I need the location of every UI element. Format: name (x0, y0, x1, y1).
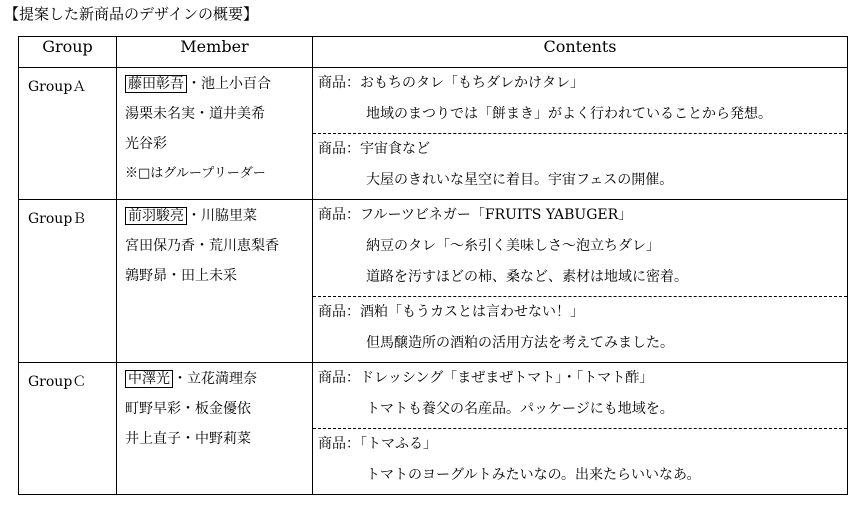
contents-cell (313, 200, 848, 363)
table-row-group-a (19, 68, 848, 200)
group-leader: 藤田彰吾 (125, 75, 187, 93)
member-line (125, 368, 312, 398)
product-description: 納豆のタレ「～糸引く美味しさ～泡立ちダレ」 (366, 238, 660, 254)
header-contents: Contents (313, 37, 848, 68)
member-line: 鶉野昴・田上未采 (125, 268, 237, 284)
product-description: トマトのヨーグルトみたいなの。出来たらいいなあ。 (366, 467, 701, 483)
header-member: Member (117, 37, 313, 68)
product-block (313, 296, 847, 362)
group-leader: 前羽駿亮 (125, 207, 187, 225)
page-title: 【提案した新商品のデザインの概要】 (4, 5, 258, 23)
table-row-group-c (19, 363, 848, 495)
product-block (313, 133, 847, 199)
product-description: 道路を汚すほどの柿、桑など、素材は地域に密着。 (366, 269, 688, 285)
header-row (19, 37, 848, 68)
product-block (313, 200, 847, 296)
member-line: 光谷彩 (125, 136, 167, 152)
product-description: 地域のまつりでは「餅まき」がよく行われていることから発想。 (366, 106, 772, 122)
member-names: ・川脇里菜 (187, 208, 257, 224)
table-row-group-b (19, 200, 848, 363)
product-name: 商品：おもちのタレ「もちダレかけタレ」 (318, 75, 584, 91)
member-names: ・池上小百合 (187, 76, 271, 92)
group-leader: 中澤光 (125, 370, 173, 388)
group-name: GroupＣ (19, 363, 117, 495)
product-block (313, 428, 847, 494)
contents-cell (313, 363, 848, 495)
product-name: 商品：「トマふる」 (318, 436, 437, 452)
product-name: 商品：フルーツビネガー「FRUITS YABUGER」 (318, 207, 633, 223)
member-line (125, 73, 312, 103)
product-name: 商品：宇宙食など (318, 141, 430, 157)
member-names: ・立花満理奈 (173, 371, 257, 387)
product-block (313, 363, 847, 428)
leader-note: ※□はグループリーダー (125, 166, 266, 181)
member-line: 井上直子・中野莉菜 (125, 431, 251, 447)
header-group: Group (19, 37, 117, 68)
product-name: 商品：ドレッシング「まぜまぜトマト」・「トマト酢」 (318, 370, 654, 386)
member-cell (117, 68, 313, 200)
member-line: 湯栗未名実・道井美希 (125, 106, 265, 122)
product-description: 大屋のきれいな星空に着目。宇宙フェスの開催。 (366, 172, 674, 188)
member-line: 宮田保乃香・荒川恵梨香 (125, 238, 279, 254)
contents-cell (313, 68, 848, 200)
member-line: 町野早彩・板金優依 (125, 401, 251, 417)
product-description: 但馬醸造所の酒粕の活用方法を考えてみました。 (366, 335, 674, 351)
member-line (125, 205, 312, 235)
member-cell (117, 363, 313, 495)
product-description: トマトも養父の名産品。パッケージにも地域を。 (366, 401, 674, 417)
product-name: 商品：酒粕「もうカスとは言わせない！」 (318, 304, 584, 320)
group-name: GroupＢ (19, 200, 117, 363)
product-design-table (18, 36, 848, 495)
group-name: GroupＡ (19, 68, 117, 200)
member-cell (117, 200, 313, 363)
product-block (313, 68, 847, 133)
